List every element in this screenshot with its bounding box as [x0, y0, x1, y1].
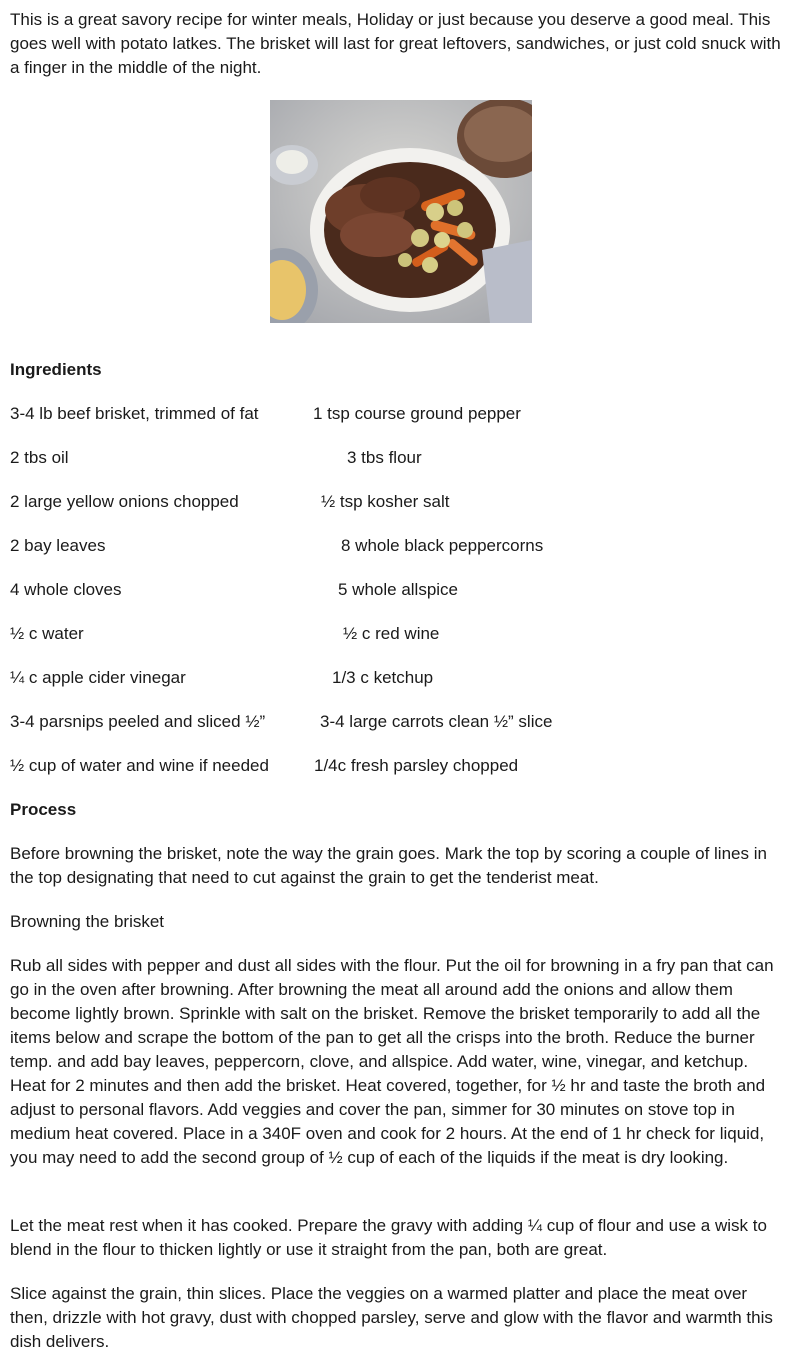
process-paragraph-browning: Rub all sides with pepper and dust all sides with the flour. Put the oil for browning in a fry pan that can go in the oven after browning. After browning the meat all around add the onions and allow them become lightly brown. Sprinkle with salt on the brisket. Remove the brisket temporarily to add all the items below and scrape the bottom of the pan to get all the crisps into the broth. Reduce the burner temp. and add bay leaves, peppercorn, clove, and allspice. Add water, wine, vinegar, and ketchup. Heat for 2 minutes and then add the brisket. Heat covered, together, for ½ hr and taste the broth and adjust to personal flavors. Add veggies and cover the pan, simmer for 30 minutes on stove top in medium heat covered. Place in a 340F oven and cook for 2 hours. At the end of 1 hr check for liquid, you may need to add the second group of ½ cup of each of the liquids if the meat is dry looking.: [10, 956, 774, 1167]
ingredient-right: 3 tbs flour: [347, 448, 422, 467]
ingredient-left: ½ cup of water and wine if needed: [10, 756, 269, 775]
ingredient-row: [10, 710, 790, 734]
ingredient-left: ½ c water: [10, 624, 84, 643]
ingredient-right: 1/4c fresh parsley chopped: [314, 756, 519, 775]
ingredient-left: 2 large yellow onions chopped: [10, 492, 239, 511]
ingredient-row: [10, 754, 790, 778]
ingredient-row: [10, 666, 790, 690]
ingredient-row: [10, 534, 790, 558]
ingredient-row: [10, 402, 790, 426]
ingredient-left: ¼ c apple cider vinegar: [10, 668, 186, 687]
ingredient-right: ½ tsp kosher salt: [321, 492, 450, 511]
process-heading: Process: [10, 800, 77, 819]
ingredient-left: 3-4 lb beef brisket, trimmed of fat: [10, 404, 259, 423]
ingredient-left: 3-4 parsnips peeled and sliced ½”: [10, 712, 266, 731]
ingredient-right: 8 whole black peppercorns: [341, 536, 544, 555]
ingredient-right: 3-4 large carrots clean ½” slice: [320, 712, 553, 731]
ingredient-left: 2 bay leaves: [10, 536, 106, 555]
process-subheading: Browning the brisket: [10, 912, 165, 931]
intro-paragraph: This is a great savory recipe for winter meals, Holiday or just because you deserve a good meal. This goes well with potato latkes. The brisket will last for great leftovers, sandwiches, or just cold snuck with a finger in the middle of the night.: [10, 10, 781, 77]
process-paragraph-serving: Slice against the grain, thin slices. Place the veggies on a warmed platter and place the meat over then, drizzle with hot gravy, dust with chopped parsley, serve and glow with the flavor and warmth this dish delivers.: [10, 1284, 773, 1351]
process-paragraph-grain: Before browning the brisket, note the way the grain goes. Mark the top by scoring a couple of lines in the top designating that need to cut against the grain to get the tenderist meat.: [10, 844, 767, 887]
ingredient-left: 4 whole cloves: [10, 580, 122, 599]
ingredient-row: [10, 622, 790, 646]
ingredient-right: 1/3 c ketchup: [332, 668, 434, 687]
ingredient-left: 2 tbs oil: [10, 448, 69, 467]
ingredients-heading: Ingredients: [10, 360, 102, 379]
process-paragraph-gravy: Let the meat rest when it has cooked. Prepare the gravy with adding ¼ cup of flour and use a wisk to blend in the flour to thicken lightly or use it straight from the pan, both are great.: [10, 1216, 767, 1259]
ingredient-right: 1 tsp course ground pepper: [313, 404, 521, 423]
brisket-dish-photo: [270, 100, 532, 323]
ingredient-row: [10, 578, 790, 602]
ingredient-right: ½ c red wine: [343, 624, 440, 643]
ingredient-right: 5 whole allspice: [338, 580, 459, 599]
ingredient-row: [10, 446, 790, 470]
ingredient-row: [10, 490, 790, 514]
